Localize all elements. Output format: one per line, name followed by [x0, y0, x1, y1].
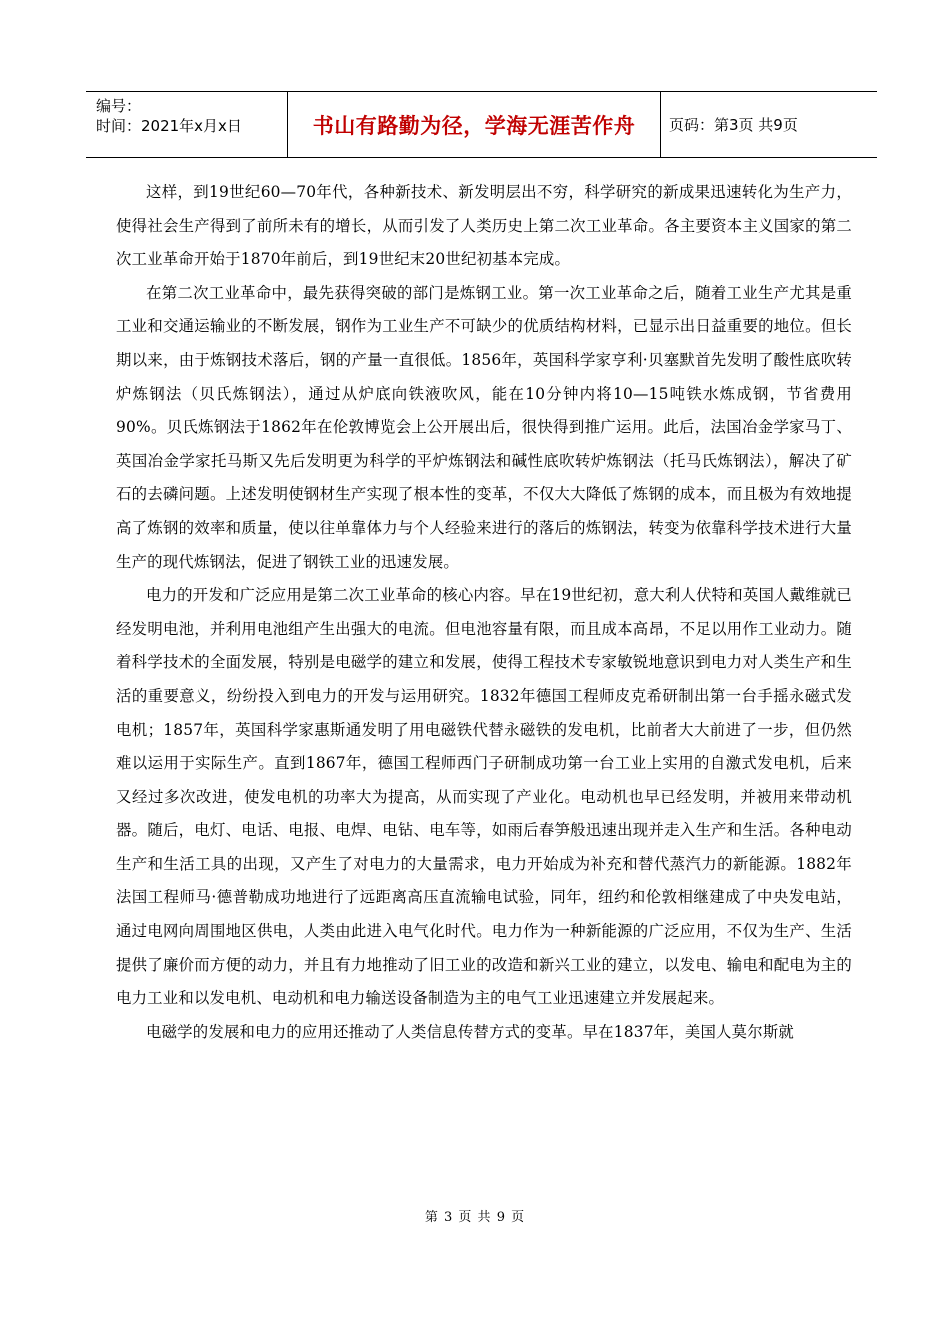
paragraph: 这样，到19世纪60—70年代，各种新技术、新发明层出不穷，科学研究的新成果迅速转化为生产力，使得社会生产得到了前所未有的增长，从而引发了人类历史上第二次工业革命。各主要资本主义国家的第二次工业革命开始于1870年前后，到19世纪末20世纪初基本完成。 [116, 183, 852, 269]
page-header [86, 91, 877, 158]
header-meta [96, 96, 286, 136]
paragraph: 电力的开发和广泛应用是第二次工业革命的核心内容。早在19世纪初，意大利人伏特和英国人戴维就已经发明电池，并利用电池组产生出强大的电流。但电池容量有限，而且成本高昂，不足以用作工业动力。随着科学技术的全面发展，特别是电磁学的建立和发展，使得工程技术专家敏锐地意识到电力对人类生产和生活的重要意义，纷纷投入到电力的开发与运用研究。1832年德国工程师皮克希研制出第一台手摇永磁式发电机；1857年，英国科学家惠斯通发明了用电磁铁代替永磁铁的发电机，比前者大大前进了一步，但仍然难以运用于实际生产。直到1867年，德国工程师西门子研制成功第一台工业上实用的自激式发电机，后来又经过多次改进，使发电机的功率大为提高，从而实现了产业化。电动机也早已经发明，并被用来带动机器。随后，电灯、电话、电报、电焊、电钻、电车等，如雨后春笋般迅速出现并走入生产和生活。各种电动生产和生活工具的出现，又产生了对电力的大量需求，电力开始成为补充和替代蒸汽力的新能源。1882年法国工程师马·德普勒成功地进行了远距离高压直流输电试验，同年，纽约和伦敦相继建成了中央发电站，通过电网向周围地区供电，人类由此进入电气化时代。电力作为一种新能源的广泛应用，不仅为生产、生活提供了廉价而方便的动力，并且有力地推动了旧工业的改造和新兴工业的建立，以发电、输电和配电为主的电力工业和以发电机、电动机和电力输送设备制造为主的电气工业迅速建立并发展起来。 [116, 586, 852, 1008]
paragraph: 电磁学的发展和电力的应用还推动了人类信息传替方式的变革。早在1837年，美国人莫尔斯就 [146, 1022, 795, 1041]
page-footer: 第 3 页 共 9 页 [424, 1210, 526, 1225]
document-body [116, 176, 852, 1049]
document-date: 时间：2021年x月x日 [96, 117, 242, 135]
header-divider [660, 92, 661, 157]
paragraph: 在第二次工业革命中，最先获得突破的部门是炼钢工业。第一次工业革命之后，随着工业生产尤其是重工业和交通运输业的不断发展，钢作为工业生产不可缺少的优质结构材料，已显示出日益重要的地位。但长期以来，由于炼钢技术落后，钢的产量一直很低。1856年，英国科学家亨利·贝塞默首先发明了酸性底吹转炉炼钢法（贝氏炼钢法），通过从炉底向铁液吹风，能在10分钟内将10—15吨铁水炼成钢，节省费用90%。贝氏炼钢法于1862年在伦敦博览会上公开展出后，很快得到推广运用。此后，法国冶金学家马丁、英国冶金学家托马斯又先后发明更为科学的平炉炼钢法和碱性底吹转炉炼钢法（托马氏炼钢法），解决了矿石的去磷问题。上述发明使钢材生产实现了根本性的变革，不仅大大降低了炼钢的成本，而且极为有效地提高了炼钢的效率和质量，使以往单靠体力与个人经验来进行的落后的炼钢法，转变为依靠科学技术进行大量生产的现代炼钢法，促进了钢铁工业的迅速发展。 [116, 283, 852, 571]
header-motto: 书山有路勤为径，学海无涯苦作舟 [312, 113, 636, 138]
document-number-label: 编号： [96, 97, 142, 115]
header-page-code: 页码：第3页 共9页 [669, 116, 798, 134]
